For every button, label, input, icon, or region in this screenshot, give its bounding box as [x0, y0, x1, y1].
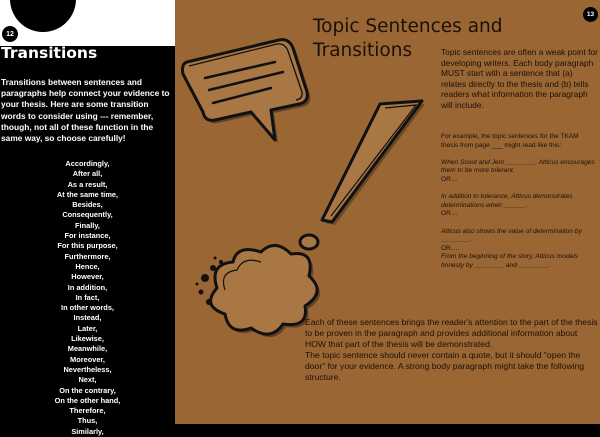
transition-word: Thus, [77, 416, 98, 426]
transition-word: For this purpose, [57, 241, 118, 251]
transition-word: In addition, [67, 282, 108, 292]
left-page [0, 0, 175, 436]
explanation-paragraph-2: The topic sentence should never contain a quote, but it should "open the door" for your evidence. A strong body paragraph might take the following structure. [305, 350, 585, 382]
transition-word: However, [71, 272, 104, 282]
transition-word: In other words, [61, 303, 114, 313]
transition-word: In fact, [75, 292, 100, 302]
example-sentence-2: In addition to tolerance, Atticus demonstrates determinations when ______. [441, 193, 573, 209]
transition-word: Accordingly, [65, 159, 110, 168]
transition-word: Later, [77, 323, 98, 333]
transition-word: Next, [78, 375, 97, 385]
page-title-line-1: Topic Sentences and [313, 16, 503, 37]
example-sentence-3: Atticus also shows the value of determination by ________. [441, 227, 582, 244]
transition-word: After all, [72, 169, 103, 179]
example-sentence-1: When Scout and Jem ________, Atticus encourages them to be more tolerant. [441, 158, 595, 175]
transition-word: On the contrary, [59, 385, 116, 395]
example-or-1: OR… [441, 175, 458, 183]
topic-sentence-explanation [305, 317, 599, 383]
transition-word: Meanwhile, [67, 344, 108, 354]
speech-bubble-icon [183, 40, 311, 143]
transition-word-list [0, 159, 175, 437]
example-sentence-4: From the beginning of the story, Atticus models honesty by ________ and ________. [441, 253, 579, 269]
topic-sentence-examples [441, 133, 597, 271]
transition-word: Nevertheless, [63, 364, 112, 374]
transition-word: As a result, [67, 179, 108, 189]
examples-lead: For example, the topic sentences for the TKAM thesis from page ___ might read like this: [441, 133, 579, 149]
page-number-left: 12 [2, 26, 18, 42]
exclamation-mark-icon [300, 101, 425, 249]
topic-sentence-intro: Topic sentences are often a weak point for developing writers. Each body paragraph MUST start with a sentence that (a) relates directly to the thesis and (b) tells readers what information the paragraph will include. [441, 47, 598, 110]
explanation-paragraph-1: Each of these sentences brings the reader's attention to the part of the thesis to be proven in the paragraph and provides additional information about HOW that part of the thesis will be demonstrated. [305, 317, 598, 349]
transition-word: On the other hand, [54, 395, 121, 405]
transition-word: Moreover, [70, 354, 105, 364]
example-or-3: OR…. [441, 244, 460, 252]
transition-word: Finally, [75, 220, 100, 230]
transition-word: For instance, [64, 231, 111, 241]
transition-word: Hence, [75, 261, 100, 271]
transition-word: Consequently, [62, 210, 113, 220]
transitions-title: Transitions [1, 44, 98, 62]
thought-cloud-icon [196, 245, 321, 337]
right-page [175, 0, 600, 424]
transition-word: Besides, [72, 200, 103, 210]
transition-word: Likewise, [71, 334, 104, 344]
transition-word: At the same time, [56, 189, 119, 199]
transition-word: Therefore, [69, 406, 106, 416]
transition-word: Similarly, [71, 426, 104, 436]
transitions-intro: Transitions between sentences and paragraphs help connect your evidence to your thesis. Here are some transition words to consider using --- remember, though, not all of these function in the same way, so choose carefully! [1, 77, 170, 144]
page-title-line-2: Transitions [313, 40, 413, 61]
example-or-2: OR… [441, 210, 458, 218]
page-number-right: 13 [583, 7, 598, 22]
transition-word: Instead, [73, 313, 102, 323]
transition-word: Furthermore, [64, 251, 111, 261]
